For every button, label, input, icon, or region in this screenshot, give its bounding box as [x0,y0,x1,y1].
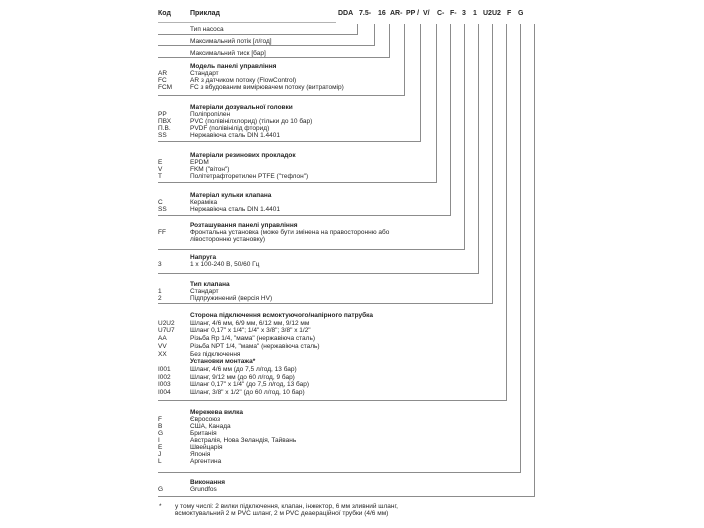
section-valve-ball-material [158,192,508,213]
table-row [158,132,508,139]
code-cell: FCM [158,84,173,91]
section-title: Тип клапана [190,281,230,288]
code-cell: 3 [158,261,162,268]
code-cell: XX [158,350,167,358]
table-row [158,159,508,166]
desc-cell: Австралія, Нова Зеландія, Тайвань [190,437,297,444]
code-part-pressure: 16 [378,10,386,17]
table-row [158,458,508,465]
code-cell: F [158,416,162,423]
code-cell: I [158,437,160,444]
desc-cell: Шланг, 9/12 мм (до 60 л/год, 9 бар) [190,373,295,381]
code-cell: SS [158,132,167,139]
desc-cell: PVDF (полівінілід фторид) [190,125,270,132]
desc-cell: Різьба Rp 1/4, "мама" (нержавіюча сталь) [190,335,315,343]
table-row [158,437,508,444]
table-row [158,366,508,374]
connector-line-flow [374,24,375,45]
code-cell: I002 [158,373,171,381]
table-row [158,320,508,328]
code-part-voltage: 3 [462,10,466,17]
bracket-line-pump-type [158,34,358,35]
code-cell: PP [158,111,167,118]
column-header-code: Код [158,10,171,17]
bracket-line-head-material [158,141,421,142]
desc-cell: AR з датчиком потоку (FlowControl) [190,77,297,84]
code-part-control: AR- [390,10,403,17]
header-underline [158,22,336,23]
bracket-line-valve [158,303,493,304]
code-cell: I003 [158,381,171,389]
code-part-flow: 7.5- [359,10,372,17]
connector-line-design [534,24,535,496]
desc-cell: Євросоюз [190,416,221,423]
section-title: Виконання [190,479,226,486]
desc-cell: Нержавіюча сталь DIN 1.4401 [190,132,280,139]
desc-cell: Шланг 0,17" х 1/4" (до 7,5 л/год, 13 бар) [190,381,310,389]
code-cell: FF [158,229,166,236]
table-row [158,451,508,458]
code-cell: ПВХ [158,118,172,125]
code-part-ball: C- [437,10,445,17]
bracket-line-flow [158,45,375,46]
desc-cell: Нержавіюча сталь DIN 1.4401 [190,206,280,213]
table-row [158,166,508,173]
section-mains-plug [158,409,508,465]
table-row [158,381,508,389]
footnote-marker: * [159,503,162,510]
desc-cell: Політетрафторетилен PTFE ("тефлон") [190,173,309,180]
code-cell: U2U2 [158,319,175,327]
section-valve-type [158,281,508,302]
code-cell: G [158,430,164,437]
table-row [158,288,508,295]
section-title: Матеріал кульки клапана [190,192,272,199]
table-row [158,261,508,268]
desc-cell: Шланг 0,17" х 1/4"; 1/4" х 3/8"; 3/8" х 1/2" [190,327,311,335]
bracket-line-ball [158,215,451,216]
table-row [158,389,508,397]
connector-line-dda [357,24,358,34]
desc-cell: Поліпропілен [190,111,231,118]
desc-cell: Швейцарія [190,444,223,451]
table-row [158,199,508,206]
table-row [158,335,508,343]
bracket-line-plug [158,472,521,473]
desc-cell: Шланг, 4/6 мм, 6/9 мм, 6/12 мм, 9/12 мм [190,319,310,327]
table-row [158,173,508,180]
desc-cell: Аргентина [190,458,222,465]
bracket-line-gasket [158,182,437,183]
desc-cell: 1 х 100-240 В, 50/60 Гц [190,261,260,268]
section-title: Розташування панелі управління [190,222,298,229]
code-cell: AR [158,70,168,77]
code-cell: T [158,173,162,180]
section-title: Мережева вилка [190,409,243,416]
table-row [158,206,508,213]
code-cell: E [158,159,163,166]
code-cell: E [158,444,163,451]
table-row [158,430,508,437]
code-cell: B [158,423,163,430]
code-cell: V [158,166,163,173]
connector-line-pressure [389,24,390,57]
table-row [158,125,508,132]
example-row-max-flow: Максимальний потік [л/год] [190,38,272,45]
example-row-pump-type: Тип насоса [190,26,224,33]
table-row [158,118,508,125]
footnote [175,503,398,517]
code-cell: C [158,199,163,206]
code-cell: П.В. [158,125,171,132]
table-row [158,295,508,302]
section-title: Матеріали резинових прокладок [190,152,296,159]
table-row [158,343,508,351]
desc-cell: PVC (полівінілхлорид) (тільки до 10 бар) [190,118,313,125]
code-part-dda: DDA [338,10,354,17]
bracket-line-design [158,496,535,497]
table-row [158,229,508,243]
section-title: Сторона підключення всмоктуючого/напірного патрубка [190,312,373,319]
code-cell: J [158,451,162,458]
section-control-panel-model [158,63,508,91]
desc-cell: Британія [190,430,217,437]
desc-cell: Шланг, 3/8" х 1/2" (до 60 л/год, 10 бар) [190,389,305,397]
code-cell: FC [158,77,167,84]
table-row [158,84,508,91]
bracket-line-voltage [158,273,479,274]
table-row [158,111,508,118]
desc-cell: Кераміка [190,199,218,206]
desc-cell: Фронтальна установка (може бути змінена на правосторонню або лівосторонню установку) [190,229,390,243]
desc-cell: Шланг, 4/6 мм (до 7,5 л/год, 13 бар) [190,365,297,373]
desc-cell: Grundfos [190,486,217,493]
section-voltage [158,254,508,268]
code-cell: SS [158,206,167,213]
section-connection-side [158,312,508,397]
bracket-line-connection [158,400,507,401]
section-dosing-head-materials [158,104,508,139]
table-row [158,327,508,335]
subsection-title-installation-kits: Установки монтажа* [190,358,256,366]
code-cell: I004 [158,389,171,397]
table-row [158,423,508,430]
code-cell: U7U7 [158,327,175,335]
bracket-line-panel-pos [158,249,465,250]
code-cell: G [158,486,164,493]
bracket-line-pressure [158,57,390,58]
code-cell: 1 [158,288,162,295]
section-design [158,479,508,493]
desc-cell: FKM ("вітон") [190,166,230,173]
table-row [158,416,508,423]
desc-cell: Японія [190,451,211,458]
table-row [158,486,508,493]
code-part-head-material: PP / [406,10,420,17]
desc-cell: Стандарт [190,288,219,295]
desc-cell: Підпружинений (версія HV) [190,295,273,302]
code-part-design: G [518,10,524,17]
table-row [158,444,508,451]
code-cell: VV [158,342,167,350]
code-part-valve: 1 [473,10,477,17]
column-header-example: Приклад [190,10,220,17]
bracket-line-control [158,95,405,96]
table-row [158,70,508,77]
table-row [158,77,508,84]
desc-cell: Різьба NPT 1/4, "мама" (нержавіюча сталь) [190,342,320,350]
desc-cell: Без підключення [190,350,241,358]
code-cell: AA [158,335,167,343]
section-title: Модель панелі управління [190,63,277,70]
section-title: Напруга [190,254,217,261]
footnote-text-line1: у тому числі: 2 вилки підключення, клапан, інжектор, 6 мм зливний шланг, [175,503,398,510]
code-part-connection: U2U2 [483,10,501,17]
desc-cell: США, Канада [190,423,231,430]
code-cell: 2 [158,295,162,302]
connector-line-plug [520,24,521,472]
desc-cell: FC з вбудованим вимірювачем потоку (витратомір) [190,84,344,91]
section-title: Матеріали дозувальної головки [190,104,293,111]
desc-cell: Стандарт [190,70,219,77]
code-cell: L [158,458,162,465]
code-part-panel-pos: F- [450,10,457,17]
example-row-max-pressure: Максимальний тиск [бар] [190,50,266,57]
table-row [158,351,508,359]
section-gasket-materials [158,152,508,180]
code-part-plug: F [507,10,512,17]
desc-cell: EPDM [190,159,209,166]
section-control-panel-position [158,222,508,243]
code-cell: I001 [158,365,171,373]
code-part-gasket: V/ [423,10,430,17]
footnote-text-line2: всмоктувальний 2 м PVC шланг, 2 м PVC деаераційної трубки (4/6 мм) [175,510,389,517]
